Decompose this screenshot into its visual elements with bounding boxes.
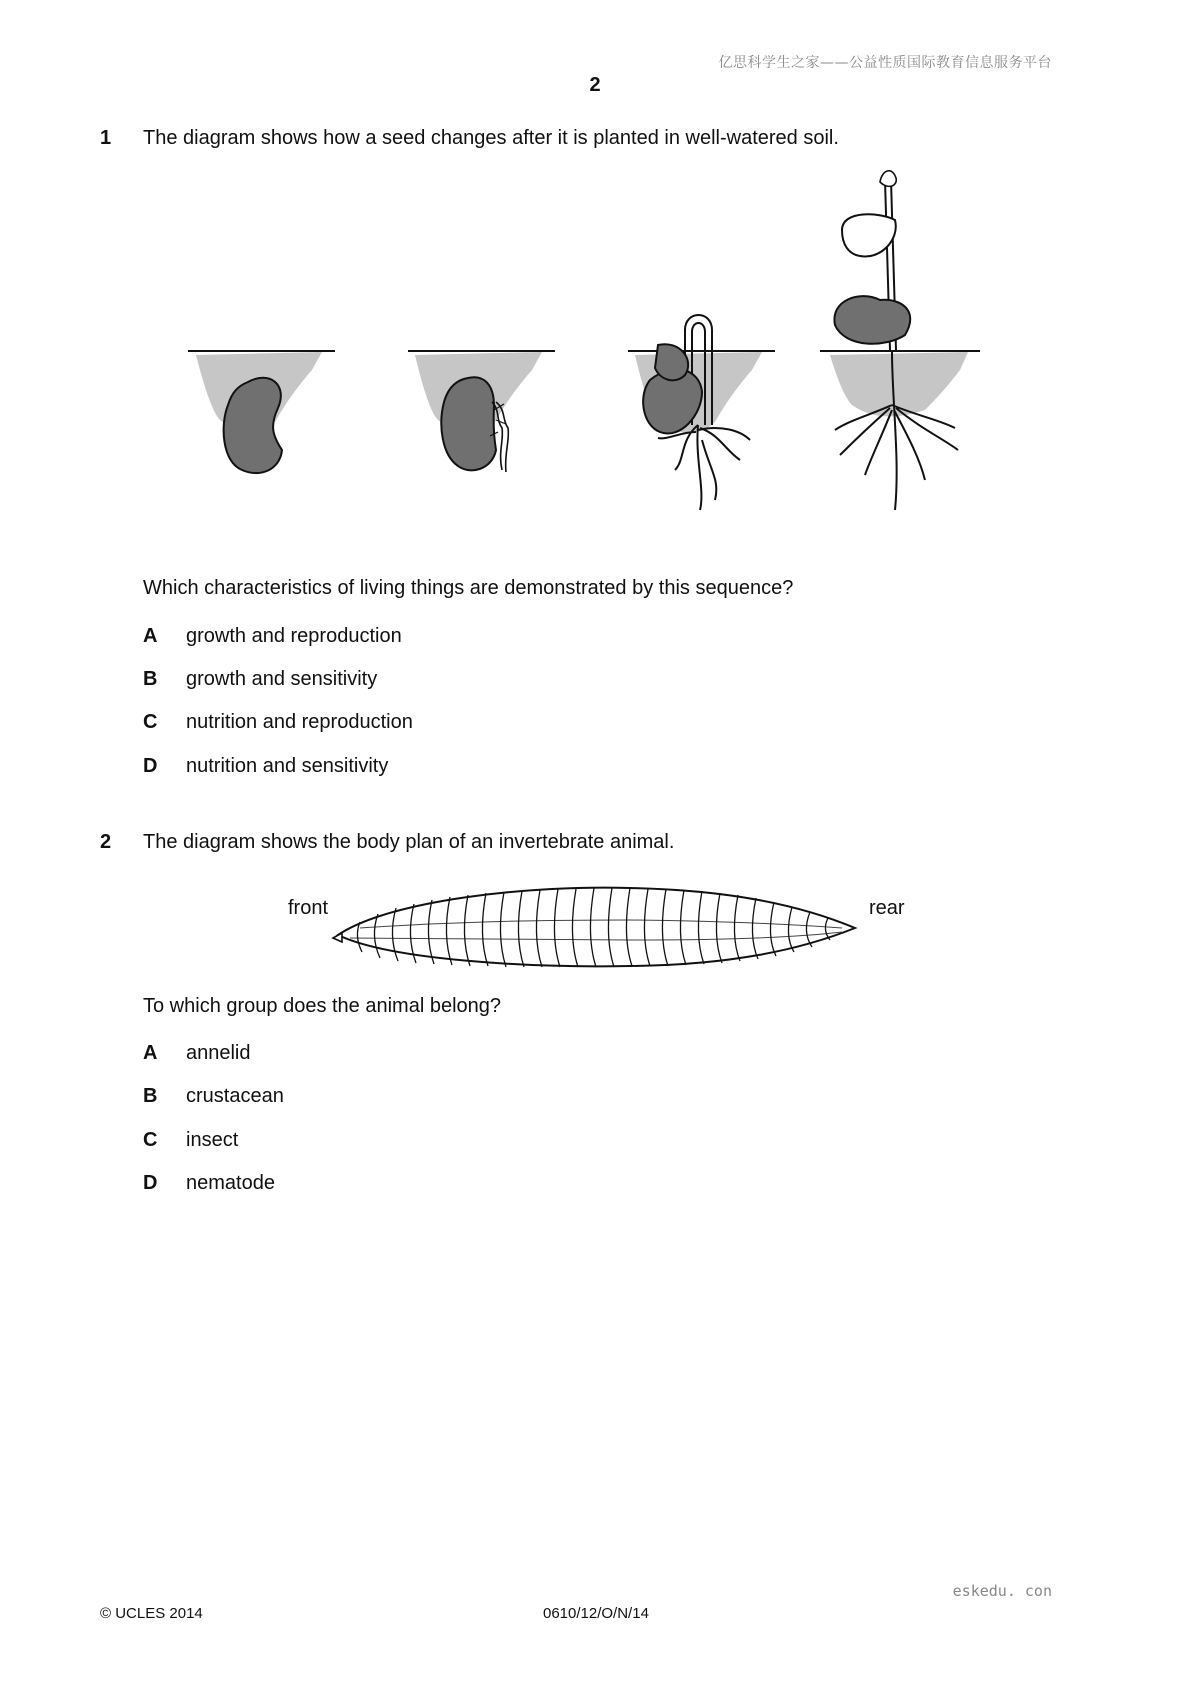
seed-stage-4 bbox=[820, 171, 980, 510]
question-2-stem: The diagram shows the body plan of an invertebrate animal. bbox=[143, 831, 675, 853]
seed-stage-3 bbox=[628, 315, 775, 510]
page-number: 2 bbox=[589, 74, 601, 96]
q1-option-c-letter: C bbox=[143, 711, 158, 733]
q1-option-b-letter: B bbox=[143, 668, 158, 690]
q2-option-a-letter: A bbox=[143, 1042, 158, 1064]
q1-option-b-text: growth and sensitivity bbox=[186, 668, 378, 690]
question-2-question: To which group does the animal belong? bbox=[143, 995, 502, 1017]
footer-copyright: © UCLES 2014 bbox=[100, 1605, 203, 1622]
q2-option-b-text: crustacean bbox=[186, 1085, 284, 1107]
q1-option-a-letter: A bbox=[143, 625, 158, 647]
invertebrate-body-diagram bbox=[330, 880, 860, 970]
label-rear: rear bbox=[869, 897, 905, 919]
q2-option-d-letter: D bbox=[143, 1172, 158, 1194]
question-1-number: 1 bbox=[100, 127, 112, 149]
footer-paper-code: 0610/12/O/N/14 bbox=[543, 1605, 649, 1622]
seed-germination-diagram bbox=[180, 170, 1020, 560]
question-1-question: Which characteristics of living things are demonstrated by this sequence? bbox=[143, 577, 794, 599]
q2-option-c-text: insect bbox=[186, 1129, 239, 1151]
footer-watermark: eskedu. con bbox=[952, 1582, 1052, 1600]
question-2-number: 2 bbox=[100, 831, 112, 853]
q1-option-d-letter: D bbox=[143, 755, 158, 777]
q2-option-b-letter: B bbox=[143, 1085, 158, 1107]
q1-option-d-text: nutrition and sensitivity bbox=[186, 755, 389, 777]
question-1-stem: The diagram shows how a seed changes after it is planted in well-watered soil. bbox=[143, 127, 839, 149]
q2-option-a-text: annelid bbox=[186, 1042, 251, 1064]
label-front: front bbox=[288, 897, 329, 919]
q1-option-a-text: growth and reproduction bbox=[186, 625, 402, 647]
seed-stage-1 bbox=[188, 351, 335, 473]
q1-option-c-text: nutrition and reproduction bbox=[186, 711, 413, 733]
seed-stage-2 bbox=[408, 351, 555, 472]
q2-option-d-text: nematode bbox=[186, 1172, 275, 1194]
header-watermark: 亿思科学生之家——公益性质国际教育信息服务平台 bbox=[718, 55, 1052, 71]
q2-option-c-letter: C bbox=[143, 1129, 158, 1151]
